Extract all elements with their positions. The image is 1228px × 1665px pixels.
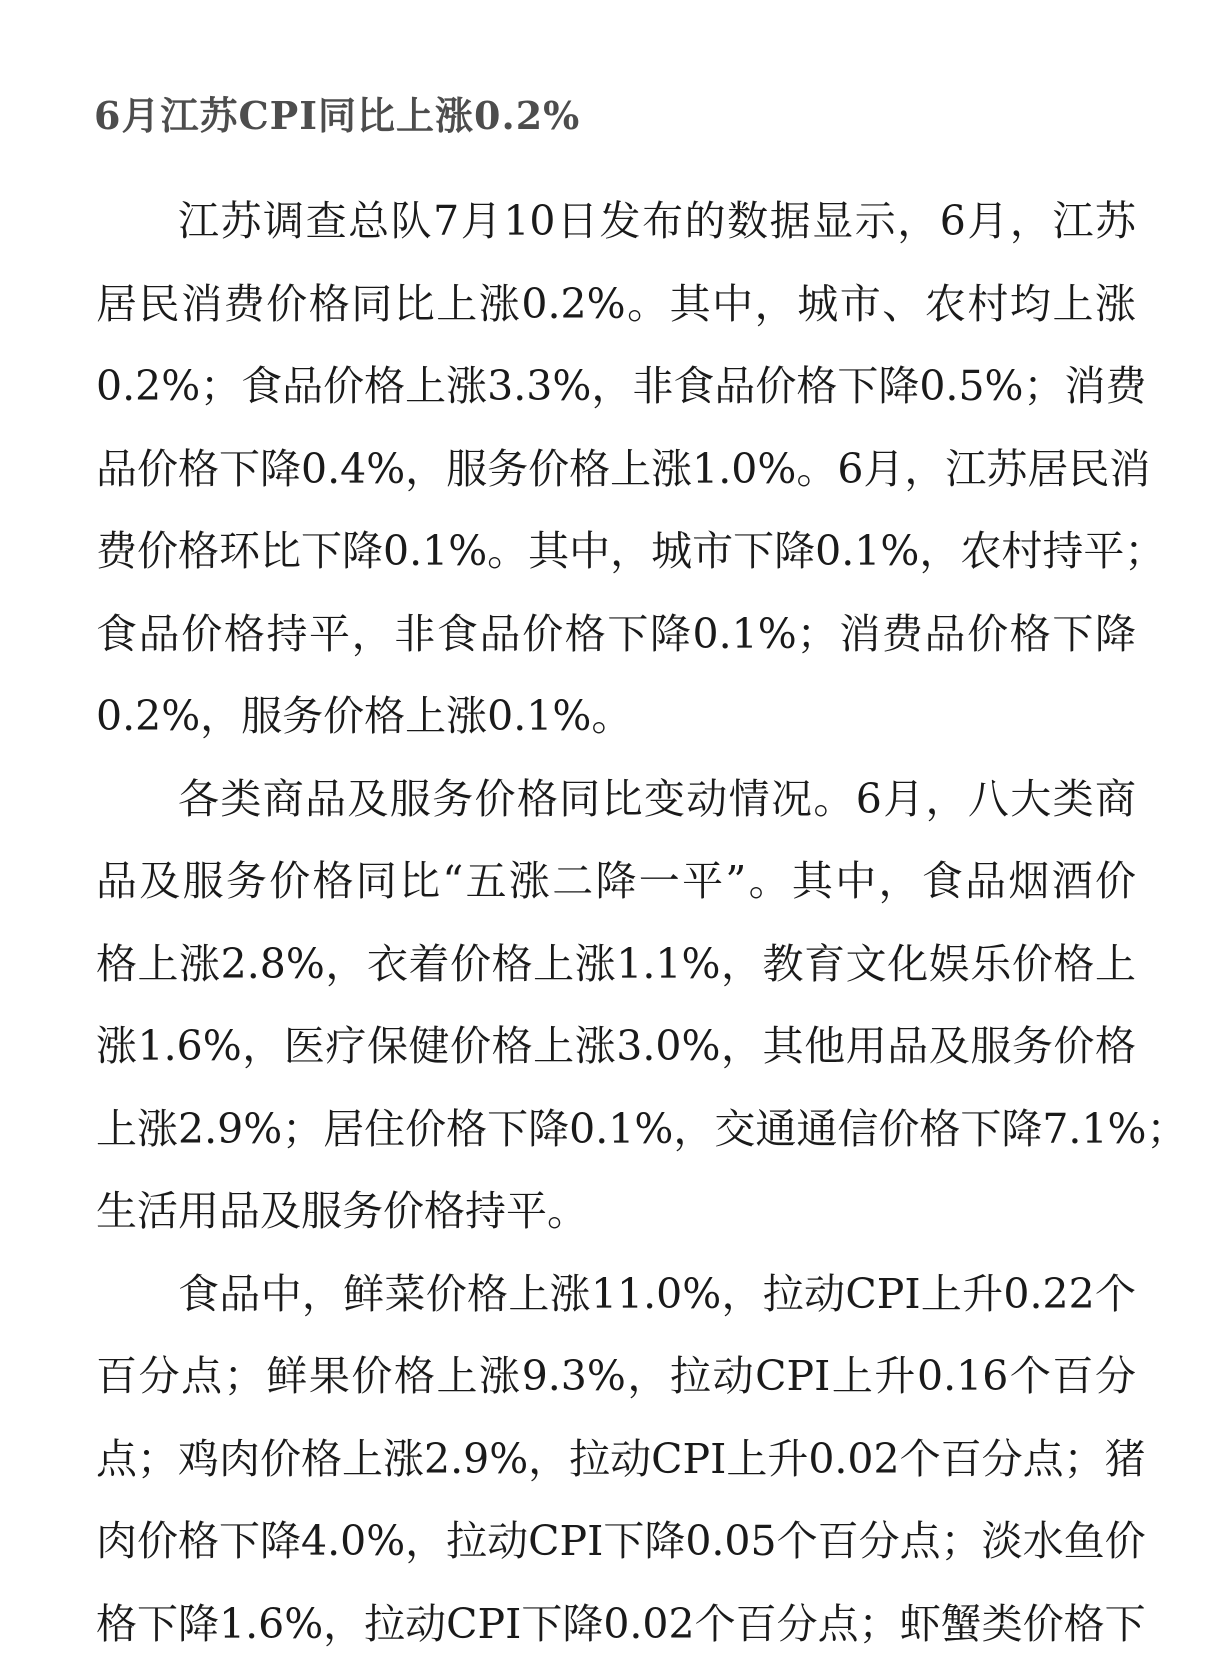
text-line: 格上涨2.8%，衣着价格上涨1.1%，教育文化娱乐价格上 bbox=[96, 923, 1136, 1006]
article-title: 6月江苏CPI同比上涨0.2% bbox=[94, 86, 580, 146]
text-line: 点；鸡肉价格上涨2.9%，拉动CPI上升0.02个百分点；猪 bbox=[96, 1418, 1136, 1501]
text-line: 食品中，鲜菜价格上涨11.0%，拉动CPI上升0.22个 bbox=[96, 1253, 1136, 1336]
text-line: 江苏调查总队7月10日发布的数据显示，6月，江苏 bbox=[96, 180, 1136, 263]
paragraph-1 bbox=[96, 180, 1136, 758]
text-line: 食品价格持平，非食品价格下降0.1%；消费品价格下降 bbox=[96, 593, 1136, 676]
text-line: 0.2%；食品价格上涨3.3%，非食品价格下降0.5%；消费 bbox=[96, 345, 1136, 428]
paragraph-3 bbox=[96, 1253, 1136, 1665]
text-line: 涨1.6%，医疗保健价格上涨3.0%，其他用品及服务价格 bbox=[96, 1005, 1136, 1088]
text-line: 费价格环比下降0.1%。其中，城市下降0.1%，农村持平； bbox=[96, 510, 1136, 593]
text-line: 0.2%，服务价格上涨0.1%。 bbox=[96, 675, 1136, 758]
text-line: 百分点；鲜果价格上涨9.3%，拉动CPI上升0.16个百分 bbox=[96, 1335, 1136, 1418]
text-line: 品价格下降0.4%，服务价格上涨1.0%。6月，江苏居民消 bbox=[96, 428, 1136, 511]
text-line: 生活用品及服务价格持平。 bbox=[96, 1170, 1136, 1253]
paragraph-2 bbox=[96, 758, 1136, 1253]
article-body bbox=[96, 180, 1136, 1665]
text-line: 肉价格下降4.0%，拉动CPI下降0.05个百分点；淡水鱼价 bbox=[96, 1500, 1136, 1583]
text-line: 上涨2.9%；居住价格下降0.1%，交通通信价格下降7.1%； bbox=[96, 1088, 1136, 1171]
text-line: 各类商品及服务价格同比变动情况。6月，八大类商 bbox=[96, 758, 1136, 841]
text-line: 居民消费价格同比上涨0.2%。其中，城市、农村均上涨 bbox=[96, 263, 1136, 346]
text-line: 品及服务价格同比“五涨二降一平”。其中，食品烟酒价 bbox=[96, 840, 1136, 923]
text-line: 格下降1.6%，拉动CPI下降0.02个百分点；虾蟹类价格下 bbox=[96, 1583, 1136, 1665]
